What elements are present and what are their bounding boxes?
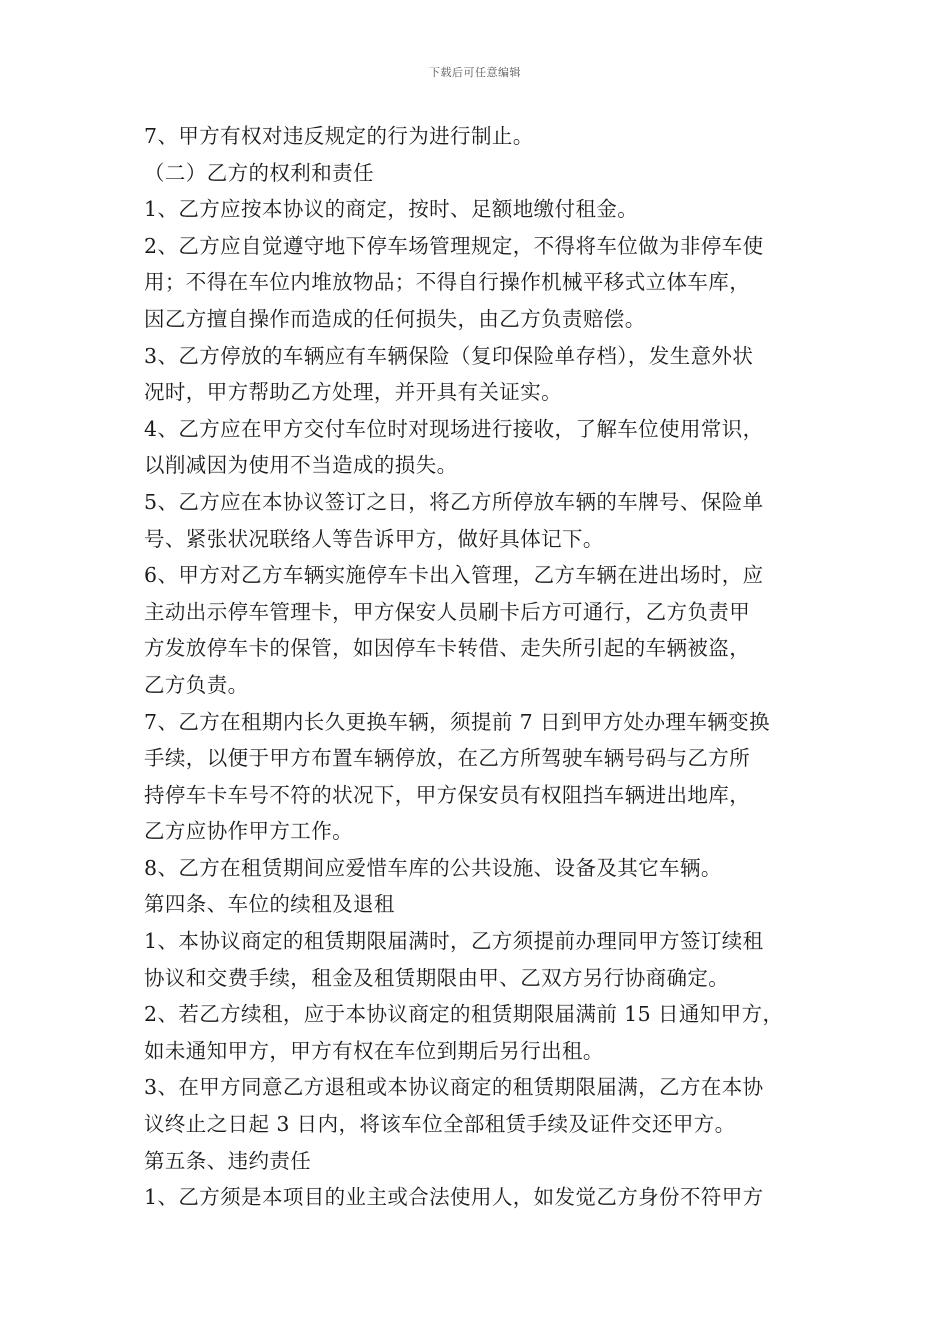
text-line: 1、本协议商定的租赁期限届满时，乙方须提前办理同甲方签订续租 <box>144 929 764 954</box>
text-line: 3、乙方停放的车辆应有车辆保险（复印保险单存档），发生意外状 <box>144 343 754 368</box>
text-line: 议终止之日起 3 日内，将该车位全部租赁手续及证件交还甲方。 <box>144 1112 736 1137</box>
text-line: 协议和交费手续，租金及租赁期限由甲、乙双方另行协商确定。 <box>144 965 730 990</box>
text-line: 7、乙方在租期内长久更换车辆，须提前 7 日到甲方处办理车辆变换 <box>144 709 770 734</box>
text-line: 号、紧张状况联络人等告诉甲方，做好具体记下。 <box>144 526 604 551</box>
text-line: 2、乙方应自觉遵守地下停车场管理规定，不得将车位做为非停车使 <box>144 233 764 258</box>
text-line: 3、在甲方同意乙方退租或本协议商定的租赁期限届满，乙方在本协 <box>144 1075 764 1100</box>
text-line: 乙方负责。 <box>144 672 249 697</box>
text-line: 1、乙方应按本协议的商定，按时、足额地缴付租金。 <box>144 197 639 222</box>
text-line: 5、乙方应在本协议签订之日，将乙方所停放车辆的车牌号、保险单 <box>144 489 764 514</box>
section-heading: 第四条、车位的续租及退租 <box>144 892 395 917</box>
text-line: 手续，以便于甲方布置车辆停放，在乙方所驾驶车辆号码与乙方所 <box>144 746 751 771</box>
text-line: 4、乙方应在甲方交付车位时对现场进行接收，了解车位使用常识， <box>144 416 764 441</box>
section-heading: （二）乙方的权利和责任 <box>144 160 374 185</box>
text-line: 以削减因为使用不当造成的损失。 <box>144 453 458 478</box>
text-line: 7、甲方有权对违反规定的行为进行制止。 <box>144 124 534 148</box>
text-line: 6、甲方对乙方车辆实施停车卡出入管理，乙方车辆在进出场时，应 <box>144 563 764 588</box>
text-line: 如未通知甲方，甲方有权在车位到期后另行出租。 <box>144 1038 604 1063</box>
text-line: 2、若乙方续租，应于本协议商定的租赁期限届满前 15 日通知甲方， <box>144 1002 784 1027</box>
document-body <box>144 118 820 1216</box>
text-line: 因乙方擅自操作而造成的任何损失，由乙方负责赔偿。 <box>144 306 646 331</box>
text-line: 况时，甲方帮助乙方处理，并开具有关证实。 <box>144 380 562 405</box>
text-line: 主动出示停车管理卡，甲方保安人员刷卡后方可通行，乙方负责甲 <box>144 599 751 624</box>
page-header: 下载后可任意编辑 <box>429 66 521 79</box>
text-line: 方发放停车卡的保管，如因停车卡转借、走失所引起的车辆被盗， <box>144 636 751 661</box>
text-line: 1、乙方须是本项目的业主或合法使用人，如发觉乙方身份不符甲方 <box>144 1185 764 1210</box>
text-line: 用；不得在车位内堆放物品；不得自行操作机械平移式立体车库， <box>144 270 751 295</box>
text-line: 乙方应协作甲方工作。 <box>144 819 353 844</box>
text-line: 持停车卡车号不符的状况下，甲方保安员有权阻挡车辆进出地库， <box>144 782 751 807</box>
section-heading: 第五条、违约责任 <box>144 1148 312 1173</box>
text-line: 8、乙方在租赁期间应爱惜车库的公共设施、设备及其它车辆。 <box>144 855 722 880</box>
